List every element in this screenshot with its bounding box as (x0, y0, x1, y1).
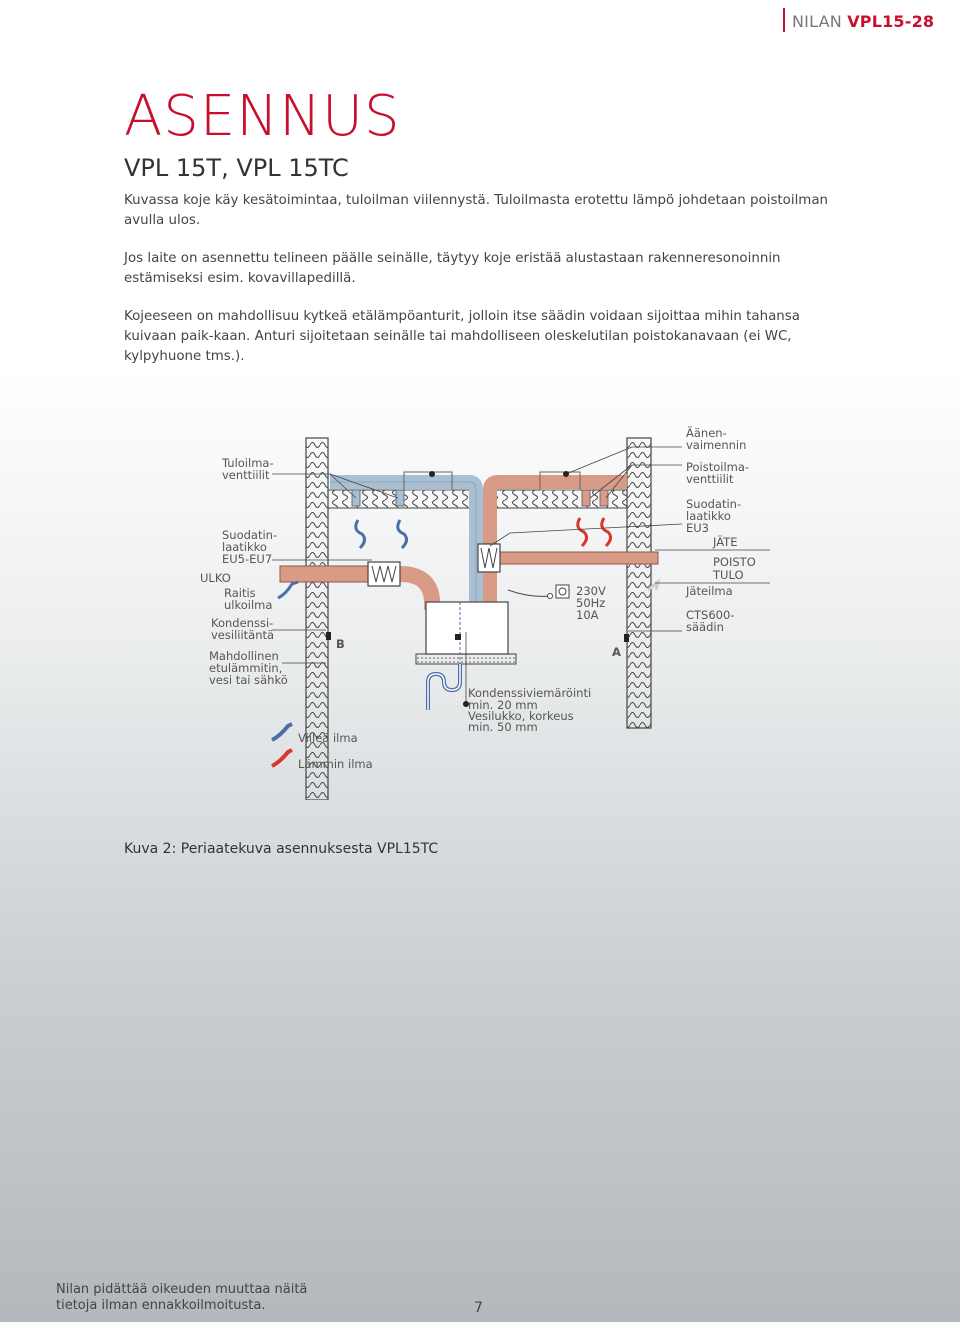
footer-disclaimer (56, 1282, 356, 1314)
label-cts-2: säädin (686, 620, 724, 634)
right-wall (627, 438, 651, 728)
label-etulammitin-2: etulämmitin, (209, 661, 283, 675)
label-jateilma: Jäteilma (686, 584, 733, 598)
label-etulammitin-1: Mahdollinen (209, 649, 279, 663)
marker-a: A (612, 645, 621, 659)
label-suodatin-eu3-1: Suodatin- (686, 497, 742, 511)
label-power-1: 230V (576, 584, 606, 598)
sensor-b (326, 632, 331, 640)
label-poistoilma-1: Poistoilma- (686, 460, 750, 474)
header-brand (792, 12, 934, 31)
warm-air-arrow-icon (272, 750, 292, 766)
water-trap (428, 664, 460, 710)
page-subtitle: VPL 15T, VPL 15TC (124, 154, 349, 182)
label-power-2: 50Hz (576, 596, 606, 610)
label-suodatin-eu5-1: Suodatin- (222, 528, 278, 542)
label-kondenssi-2: vesiliitäntä (211, 628, 275, 642)
page-title: ASENNUS (124, 84, 401, 149)
label-aanenvaimennin-1: Äänen- (686, 426, 727, 440)
label-poisto: POISTO (713, 555, 756, 569)
installation-diagram (0, 420, 960, 800)
legend-warm-air: Lämmin ilma (298, 757, 373, 771)
power-socket-icon (508, 585, 569, 599)
intake-duct (280, 562, 432, 610)
label-etulammitin-3: vesi tai sähkö (209, 673, 288, 687)
label-power-3: 10A (576, 608, 599, 622)
label-suodatin-eu3-3: EU3 (686, 521, 709, 535)
label-kondenssiviemari-1: Kondenssiviemäröinti (468, 686, 592, 700)
cts-controller (624, 634, 629, 642)
marker-b: B (336, 637, 345, 651)
figure-caption: Kuva 2: Periaatekuva asennuksesta VPL15TC (124, 841, 439, 857)
label-tulo: TULO (713, 568, 744, 582)
label-suodatin-eu5-3: EU5-EU7 (222, 552, 273, 566)
model-name: VPL15-28 (847, 12, 935, 31)
paragraph-1: Kuvassa koje käy kesätoimintaa, tuloilman viilennystä. Tuloilmasta erotettu lämpö johdetaan poistoilman avulla ulos. (124, 193, 829, 228)
label-kondenssiviemari-4: min. 50 mm (468, 720, 538, 734)
label-raitis-1: Raitis (224, 586, 256, 600)
footer-line-1: Nilan pidättää oikeuden muuttaa näitä (56, 1282, 308, 1297)
page-number: 7 (474, 1300, 483, 1316)
label-kondenssiviemari-3: Vesilukko, korkeus (468, 709, 574, 723)
legend-cool-air: Viileä ilma (298, 731, 358, 745)
paragraph-3: Kojeeseen on mahdollisuu kytkeä etälämpöanturit, jolloin itse säädin voidaan sijoittaa mihin tahansa kuivaan paik-kaan. Anturi sijoitetaan seinälle tai mahdolliseen oleskelutilan poistokanavaan (ei WC, kylpyhuone tms.). (124, 309, 800, 364)
label-ulko: ULKO (200, 571, 231, 585)
footer-line-2: tietoja ilman ennakkoilmoitusta. (56, 1298, 266, 1313)
label-raitis-2: ulkoilma (224, 598, 273, 612)
label-aanenvaimennin-2: vaimennin (686, 438, 747, 452)
label-poistoilma-2: venttiilit (686, 472, 734, 486)
left-wall (306, 438, 328, 800)
label-suodatin-eu3-2: laatikko (686, 509, 731, 523)
label-cts-1: CTS600- (686, 608, 735, 622)
brand-name: NILAN (792, 12, 842, 31)
label-kondenssi-1: Kondenssi- (211, 616, 274, 630)
header-accent-bar (783, 8, 785, 32)
label-tuloilma-1: Tuloilma- (222, 456, 274, 470)
paragraph-2: Jos laite on asennettu telineen päälle seinälle, täytyy koje eristää alustastaan rakenneresonoinnin estämiseksi esim. kovavillapedillä. (124, 251, 781, 286)
cool-air-arrow-icon (272, 724, 292, 740)
label-suodatin-eu5-2: laatikko (222, 540, 267, 554)
label-jate: JÄTE (713, 535, 738, 549)
label-tuloilma-2: venttiilit (222, 468, 270, 482)
label-kondenssiviemari-2: min. 20 mm (468, 698, 538, 712)
